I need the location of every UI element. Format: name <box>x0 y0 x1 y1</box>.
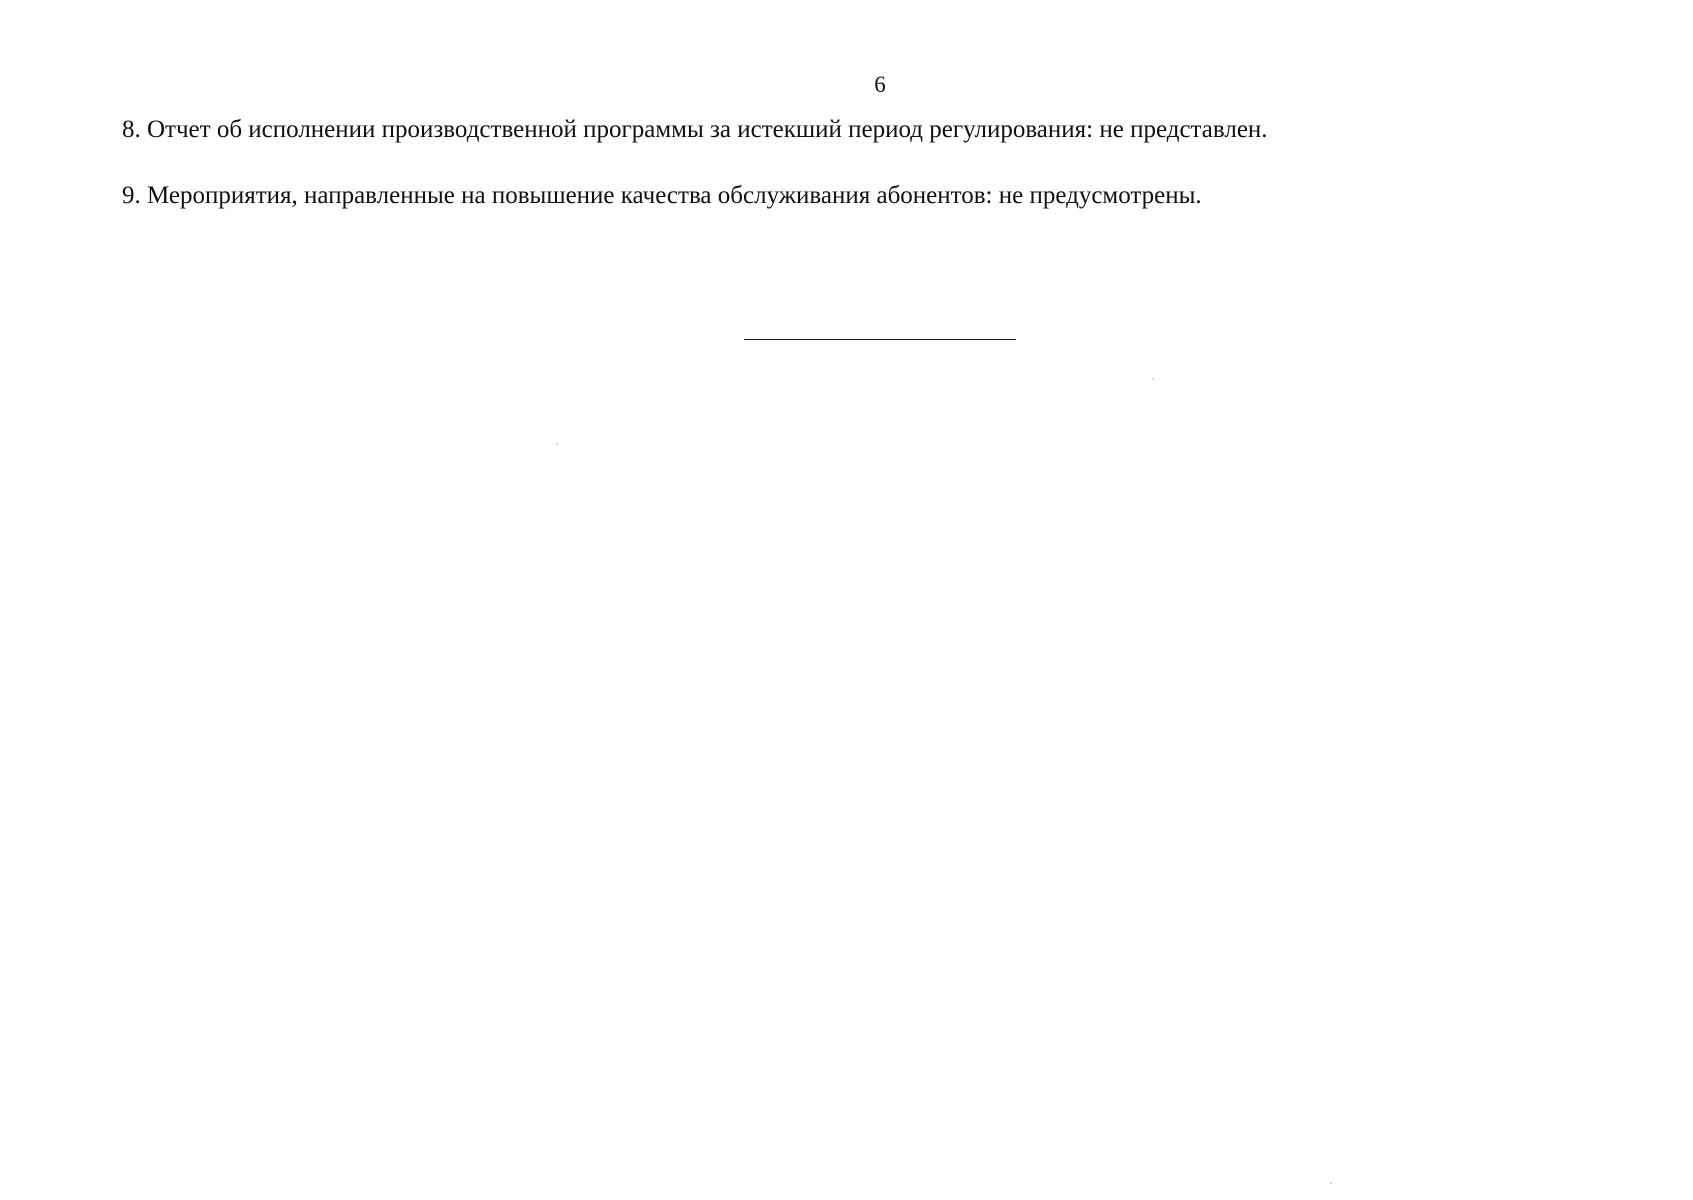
closing-rule <box>744 339 1016 340</box>
scan-speck <box>1330 1182 1332 1184</box>
paragraph-9: 9. Мероприятия, направленные на повышение качества обслуживания абонентов: не предусмотрены. <box>122 182 1202 209</box>
scan-speck <box>1152 378 1154 380</box>
page-number: 6 <box>874 72 886 97</box>
paragraph-8: 8. Отчет об исполнении производственной программы за истекший период регулирования: не представлен. <box>122 116 1268 143</box>
scan-speck <box>556 443 558 445</box>
